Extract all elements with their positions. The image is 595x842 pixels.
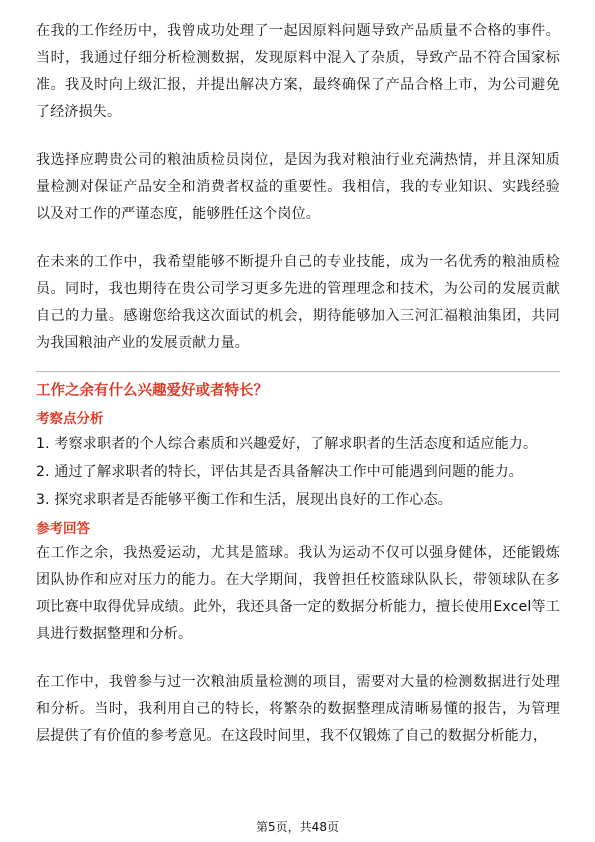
answer-title: 参考回答 <box>36 521 90 537</box>
paragraph-experience: 在我的工作经历中，我曾成功处理了一起因原料问题导致产品质量不合格的事件。当时，我通过仔细分析检测数据，发现原料中混入了杂质，导致产品不符合国家标准。我及时向上级汇报，并提出解决方案，最终确保了产品合格上市，为公司避免了经济损失。 <box>36 23 560 120</box>
paragraph-gap <box>36 126 560 147</box>
paragraph-future: 在未来的工作中，我希望能够不断提升自己的专业技能，成为一名优秀的粮油质检员。同时，我也期待在贵公司学习更多先进的管理理念和技术，为公司的发展贡献自己的力量。感谢您给我这次面试的机会，期待能够加入三河汇福粮油集团，共同为我国粮油产业的发展贡献力量。 <box>36 254 560 351</box>
page-number: 第5页，共48页 <box>256 820 339 834</box>
analysis-item: 1. 考察求职者的个人综合素质和兴趣爱好，了解求职者的生活态度和适应能力。 <box>36 436 538 452</box>
analysis-item: 3. 探究求职者是否能够平衡工作和生活，展现出良好的工作心态。 <box>36 492 453 508</box>
document-page <box>36 18 560 750</box>
paragraph-motivation: 我选择应聘贵公司的粮油质检员岗位，是因为我对粮油行业充满热情，并且深知质量检测对保证产品安全和消费者权益的重要性。我相信，我的专业知识、实践经验以及对工作的严谨态度，能够胜任这个岗位。 <box>36 152 560 222</box>
section-divider <box>36 371 560 372</box>
answer-paragraph: 在工作中，我曾参与过一次粮油质量检测的项目，需要对大量的检测数据进行处理和分析。当时，我利用自己的特长，将繁杂的数据整理成清晰易懂的报告，为管理层提供了有价值的参考意见。在这段时间里，我不仅锻炼了自己的数据分析能力， <box>36 674 560 744</box>
paragraph-gap <box>36 228 560 249</box>
question-heading: 工作之余有什么兴趣爱好或者特长？ <box>36 383 268 399</box>
paragraph-gap <box>36 648 560 669</box>
analysis-item: 2. 通过了解求职者的特长，评估其是否具备解决工作中可能遇到问题的能力。 <box>36 464 524 480</box>
answer-paragraph: 在工作之余，我热爱运动，尤其是篮球。我认为运动不仅可以强身健体，还能锻炼团队协作和应对压力的能力。在大学期间，我曾担任校篮球队队长，带领球队在多项比赛中取得优异成绩。此外，我还具备一定的数据分析能力，擅长使用Excel等工具进行数据整理和分析。 <box>36 545 560 642</box>
analysis-title: 考察点分析 <box>36 411 104 427</box>
